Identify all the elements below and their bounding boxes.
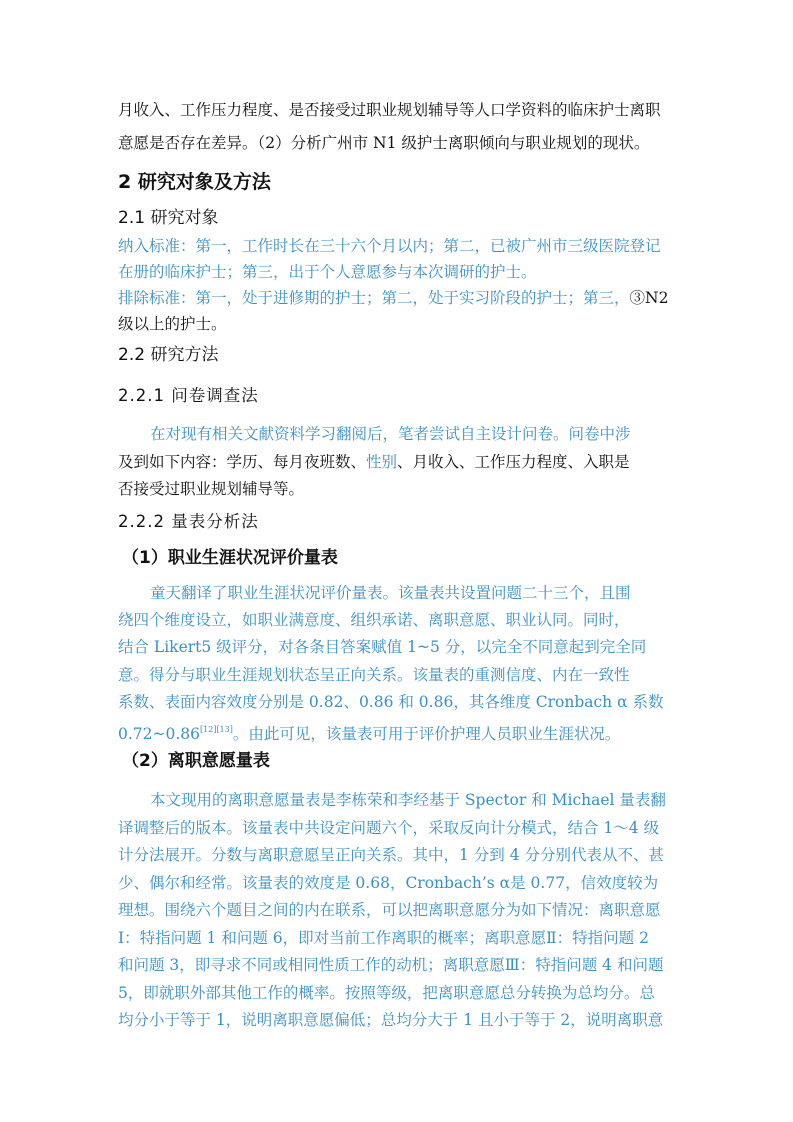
questionnaire-items-gender: 性别 (366, 453, 398, 471)
scale-2-line-8: 5，即就职外部其他工作的概率。按照等级，把离职意愿总分转换为总均分。总 (118, 984, 655, 1002)
exclusion-criteria-line-1 (118, 288, 668, 308)
intro-line-1: 月收入、工作压力程度、是否接受过职业规划辅导等人口学资料的临床护士离职 (118, 101, 661, 119)
citation-superscript: [12][13] (200, 725, 233, 734)
scale-1-line-6 (118, 720, 620, 744)
section-2-2-heading: 2.2 研究方法 (118, 345, 219, 365)
section-2-1-heading: 2.1 研究对象 (118, 208, 219, 228)
questionnaire-para-line-2 (118, 452, 630, 472)
scale-2-line-2: 译调整后的版本。该量表中共设定问题六个，采取反向计分模式，结合 1～4 级 (118, 819, 660, 837)
section-2-2-2-heading: 2.2.2 量表分析法 (118, 512, 259, 531)
questionnaire-para-line-1: 在对现有相关文献资料学习翻阅后，笔者尝试自主设计问卷。问卷中涉 (150, 425, 631, 443)
scale-1-line-4: 意。得分与职业生涯规划状态呈正向关系。该量表的重测信度、内在一致性 (118, 666, 630, 684)
scale-2-line-3: 计分法展开。分数与离职意愿呈正向关系。其中，1 分到 4 分分别代表从不、甚 (118, 846, 665, 864)
inclusion-criteria-line-1: 纳入标准：第一，工作时长在三十六个月以内；第二，已被广州市三级医院登记 (118, 237, 661, 255)
scale-1-conclusion: 。由此可见，该量表可用于评价护理人员职业生涯状况。 (232, 725, 621, 743)
scale-1-line-3: 结合 Likert5 级评分，对各条目答案赋值 1~5 分，以完全不同意起到完全同 (118, 638, 647, 656)
scale-1-line-1: 童天翻译了职业生涯状况评价量表。该量表共设置问题二十三个，且围 (150, 584, 631, 602)
scale-1-line-5: 系数、表面内容效度分别是 0.82、0.86 和 0.86，其各维度 Cronbach α 系数 (118, 693, 664, 711)
section-2-heading: 2 研究对象及方法 (118, 171, 271, 193)
questionnaire-items-c: 、月收入、工作压力程度、入职是 (397, 453, 630, 471)
intro-line-2: 意愿是否存在差异。（2）分析广州市 N1 级护士离职倾向与职业规划的现状。 (118, 134, 650, 152)
scale-1-range: 0.72~0.86 (118, 725, 201, 743)
questionnaire-para-line-3: 否接受过职业规划辅导等。 (118, 480, 305, 498)
scale-2-line-4: 少、偶尔和经常。该量表的效度是 0.68，Cronbach’s α是 0.77，信效度较为 (118, 874, 659, 892)
scale-2-line-1: 本文现用的离职意愿量表是李栋荣和李经基于 Spector 和 Michael 量表翻 (150, 791, 666, 809)
scale-2-line-6: Ⅰ：特指问题 1 和问题 6，即对当前工作离职的概率；离职意愿Ⅱ：特指问题 2 (118, 929, 649, 947)
section-2-2-1-heading: 2.2.1 问卷调查法 (118, 386, 259, 405)
scale-2-heading: （2）离职意愿量表 (122, 751, 270, 771)
scale-2-line-9: 均分小于等于 1，说明离职意愿偏低；总均分大于 1 且小于等于 2，说明离职意 (118, 1011, 664, 1029)
scale-2-line-5: 理想。围绕六个题目之间的内在联系，可以把离职意愿分为如下情况：离职意愿 (118, 901, 661, 919)
scale-1-line-2: 绕四个维度设立，如职业满意度、组织承诺、离职意愿、职业认同。同时， (118, 611, 630, 629)
exclusion-criteria-text: 排除标准：第一，处于进修期的护士；第二，处于实习阶段的护士；第三， (118, 289, 630, 307)
exclusion-criteria-line-2: 级以上的护士。 (118, 315, 227, 333)
inclusion-criteria-line-2: 在册的临床护士；第三，出于个人意愿参与本次调研的护士。 (118, 263, 537, 281)
exclusion-criteria-tail: ③N2 (629, 289, 669, 307)
scale-2-line-7: 和问题 3，即寻求不同或相同性质工作的动机；离职意愿Ⅲ：特指问题 4 和问题 (118, 956, 664, 974)
scale-1-heading: （1）职业生涯状况评价量表 (122, 548, 338, 568)
questionnaire-items-a: 及到如下内容：学历、每月夜班数、 (118, 453, 367, 471)
